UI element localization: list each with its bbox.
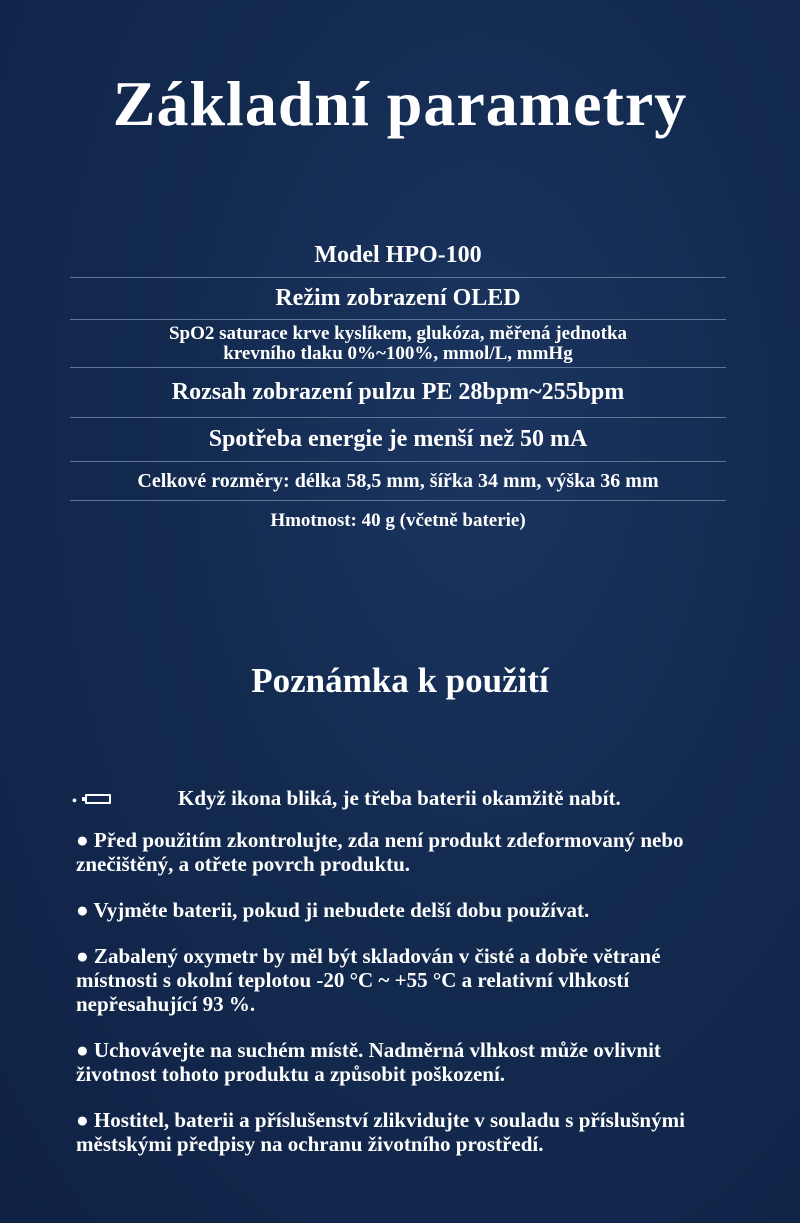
page-title: Základní parametry	[112, 68, 688, 139]
usage-note-item: ● Vyjměte baterii, pokud ji nebudete delší dobu používat.	[76, 898, 590, 922]
parameters-table	[70, 234, 726, 541]
usage-notes	[72, 786, 726, 1156]
usage-section-title: Poznámka k použití	[251, 661, 549, 700]
param-weight-text: Hmotnost: 40 g (včetně baterie)	[270, 510, 526, 531]
param-power-text: Spotřeba energie je menší než 50 mA	[208, 426, 588, 452]
param-pulse-range	[70, 368, 726, 418]
battery-warning-text: Když ikona bliká, je třeba baterii okamžitě nabít.	[178, 786, 621, 810]
usage-note-item: ● Hostitel, baterii a příslušenství zlikvidujte v souladu s příslušnými městskými předpisy na ochranu životního prostředí.	[76, 1108, 685, 1156]
param-model	[70, 234, 726, 278]
param-display-text: Režim zobrazení OLED	[275, 285, 521, 311]
param-model-text: Model HPO-100	[314, 242, 482, 268]
param-dimensions-text: Celkové rozměry: délka 58,5 mm, šířka 34 mm, výška 36 mm	[137, 469, 659, 492]
param-display-mode	[70, 278, 726, 320]
bullet-dot: •	[72, 794, 77, 809]
param-weight	[70, 501, 726, 541]
param-measurement-units	[70, 320, 726, 368]
param-units-line-1: SpO2 saturace krve kyslíkem, glukóza, měřená jednotka	[168, 322, 628, 344]
battery-icon	[85, 794, 111, 804]
param-dimensions	[70, 462, 726, 501]
usage-note-item: ● Zabalený oxymetr by měl být skladován v čisté a dobře větrané místnosti s okolní teplotou -20 °C ~ +55 °C a relativní vlhkostí nepřesahující 93 %.	[76, 944, 661, 1016]
param-power-consumption	[70, 418, 726, 462]
battery-warning-note	[72, 786, 726, 816]
param-pulse-range-text: Rozsah zobrazení pulzu PE 28bpm~255bpm	[171, 379, 625, 405]
usage-note-item: ● Před použitím zkontrolujte, zda není produkt zdeformovaný nebo znečištěný, a otřete povrch produktu.	[76, 828, 684, 876]
param-units-line-2: krevního tlaku 0%~100%, mmol/L, mmHg	[223, 342, 573, 364]
usage-note-item: ● Uchovávejte na suchém místě. Nadměrná vlhkost může ovlivnit životnost tohoto produktu a způsobit poškození.	[76, 1038, 661, 1086]
